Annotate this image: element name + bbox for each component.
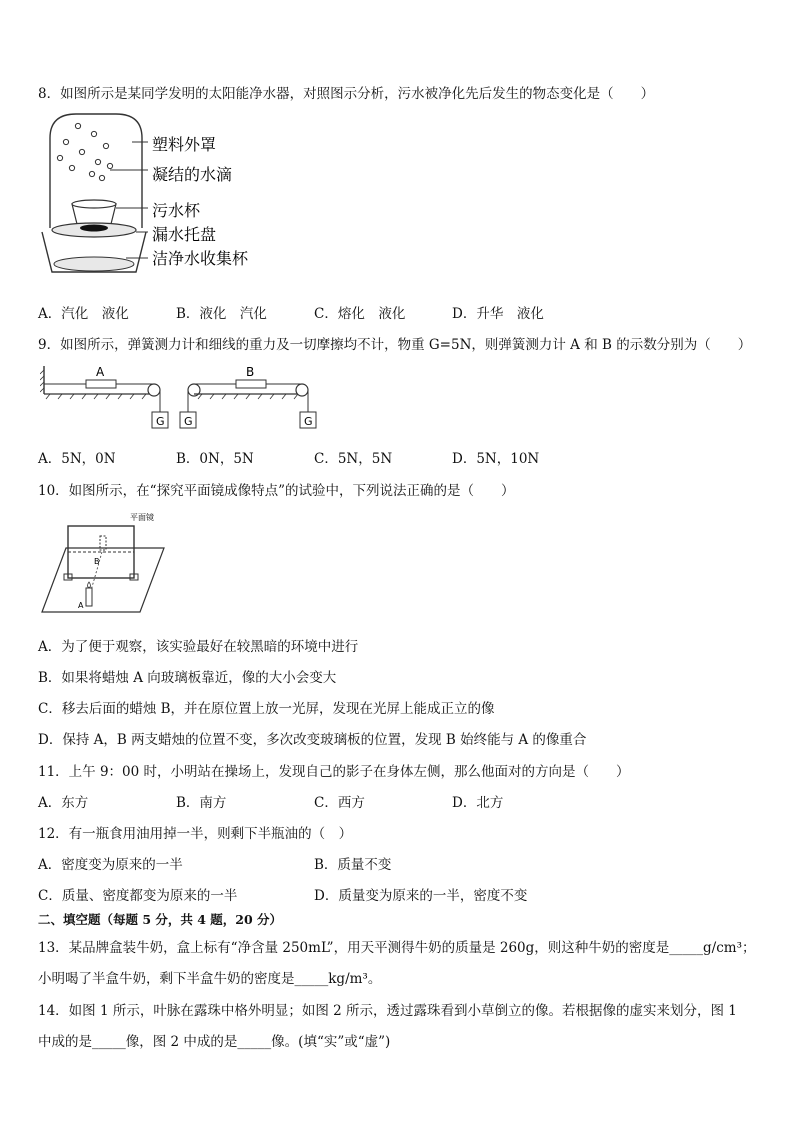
weight-right-label: G: [304, 415, 313, 428]
q10-option-a: A．为了便于观察，该实验最好在较黑暗的环境中进行: [38, 639, 359, 655]
spring-scale-a-label: A: [96, 365, 105, 379]
q12-option-d: D．质量变为原来的一半，密度不变: [314, 888, 528, 904]
q8-option-b: B．液化 汽化: [176, 306, 267, 322]
q10-option-c: C．移去后面的蜡烛 B，并在原位置上放一光屏，发现在光屏上能成正立的像: [38, 701, 495, 717]
q8-option-a: A．汽化 液化: [38, 306, 129, 322]
q8-stem: 8．如图所示是某同学发明的太阳能净水器，对照图示分析，污水被净化先后发生的物态变化是（ ）: [38, 86, 655, 102]
q8-option-c: C．熔化 液化: [314, 306, 406, 322]
q11-option-c: C．西方: [314, 795, 365, 811]
q9-option-a: A．5N，0N: [38, 451, 116, 467]
label-dirty-water-cup: 污水杯: [152, 201, 201, 220]
q11-option-b: B．南方: [176, 795, 227, 811]
q14-line2: 中成的是_____像，图 2 中成的是_____像。(填“实”或“虚”): [38, 1034, 391, 1050]
q9-stem: 9．如图所示，弹簧测力计和细线的重力及一切摩擦均不计，物重 G=5N，则弹簧测力计 A 和 B 的示数分别为（ ）: [38, 337, 752, 353]
q12-option-c: C．质量、密度都变为原来的一半: [38, 888, 238, 904]
q9-option-b: B．0N，5N: [176, 451, 254, 467]
q12-option-b: B．质量不变: [314, 857, 392, 873]
candle-b-label: B: [94, 557, 100, 566]
q12-option-a: A．密度变为原来的一半: [38, 857, 183, 873]
q11-stem: 11．上午 9：00 时，小明站在操场上，发现自己的影子在身体左侧，那么他面对的方向是（ ）: [38, 764, 630, 780]
q10-stem: 10．如图所示，在“探究平面镜成像特点”的试验中，下列说法正确的是（ ）: [38, 483, 515, 499]
q9-option-c: C．5N，5N: [314, 451, 393, 467]
q10-option-b: B．如果将蜡烛 A 向玻璃板靠近，像的大小会变大: [38, 670, 337, 686]
q14-line1: 14．如图 1 所示，叶脉在露珠中格外明显；如图 2 所示，透过露珠看到小草倒立的像。若根据像的虚实来划分，图 1: [38, 1003, 737, 1019]
plane-mirror-label: 平面镜: [130, 513, 154, 522]
solar-water-purifier-figure: [36, 108, 296, 288]
q8-option-d: D．升华 液化: [452, 306, 544, 322]
label-plastic-cover: 塑料外罩: [152, 135, 217, 154]
q13-line1: 13．某品牌盒装牛奶，盒上标有“净含量 250mL”，用天平测得牛奶的质量是 260g，则这种牛奶的密度是_____g/cm³；: [38, 940, 756, 956]
label-clean-water-cup: 洁净水收集杯: [152, 249, 249, 268]
spring-scale-figure: [40, 362, 340, 434]
q12-stem: 12．有一瓶食用油用掉一半，则剩下半瓶油的（ ）: [38, 826, 353, 842]
candle-a-label: A: [78, 601, 84, 610]
label-leaking-tray: 漏水托盘: [152, 225, 217, 244]
weight-left-label: G: [156, 415, 165, 428]
label-condensed-droplets: 凝结的水滴: [152, 165, 233, 184]
weight-middle-label: G: [184, 415, 193, 428]
q11-option-d: D．北方: [452, 795, 504, 811]
q10-option-d: D．保持 A，B 两支蜡烛的位置不变，多次改变玻璃板的位置，发现 B 始终能与 A 的像重合: [38, 732, 587, 748]
spring-scale-b-label: B: [246, 365, 255, 379]
plane-mirror-experiment-figure: [38, 508, 168, 616]
q9-option-d: D．5N，10N: [452, 451, 540, 467]
section-fill-in-title: 二、填空题（每题 5 分，共 4 题，20 分）: [38, 912, 283, 927]
q11-option-a: A．东方: [38, 795, 89, 811]
q13-line2: 小明喝了半盒牛奶，剩下半盒牛奶的密度是_____kg/m³。: [38, 971, 382, 987]
